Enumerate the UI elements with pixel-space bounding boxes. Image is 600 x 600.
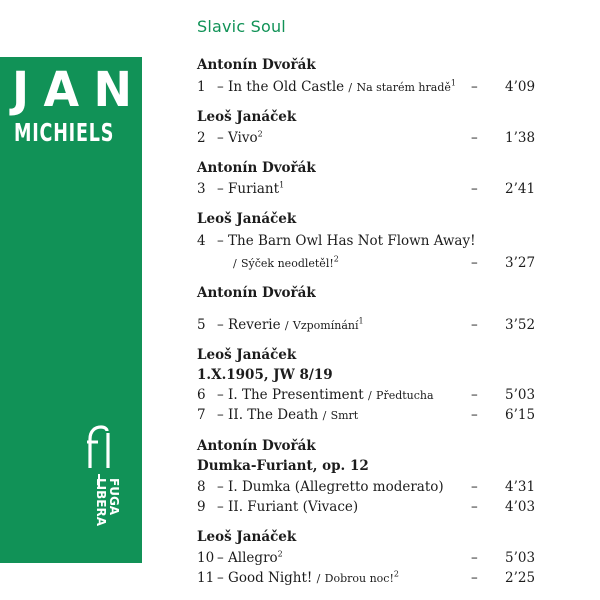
track-number: 3 [197, 181, 206, 197]
track-title-alt: Předtucha [376, 389, 434, 402]
composer-heading: Antonín Dvořák [197, 438, 316, 454]
album-title: Slavic Soul [197, 17, 286, 36]
track-duration: 4’31 [505, 479, 536, 495]
footnote-marker: 2 [257, 129, 263, 139]
track-title: – II. The Death / Smrt [217, 407, 359, 423]
track-dash: – [471, 499, 478, 515]
track-title-alt: Dobrou noc! [324, 572, 394, 585]
artist-letter: J [12, 60, 30, 118]
track-duration: 6’15 [505, 407, 536, 423]
composer-heading: Antonín Dvořák [197, 57, 316, 73]
track-title-en: Furiant [228, 181, 280, 197]
track-dash: – [471, 181, 478, 197]
track-duration: 2’41 [505, 181, 536, 197]
track-title-alt: Vzpomínání [292, 319, 359, 332]
composer-heading: Leoš Janáček [197, 347, 297, 363]
track-title-sep: / [233, 257, 237, 270]
track-number: 6 [197, 387, 206, 403]
label-name [94, 474, 124, 548]
footnote-marker: 1 [450, 78, 456, 88]
work-title: Dumka-Furiant, op. 12 [197, 458, 369, 474]
track-duration: 5’03 [505, 550, 536, 566]
composer-heading: Antonín Dvořák [197, 160, 316, 176]
track-duration: 3’52 [505, 317, 536, 333]
track-title: – In the Old Castle / Na starém hradě$^1$ [217, 78, 456, 95]
artist-letter: A [43, 60, 80, 118]
track-dash: – [471, 79, 478, 95]
track-title: – I. Dumka (Allegretto moderato) [217, 479, 444, 495]
label-name-line1: FUGA [107, 478, 121, 516]
track-title: – Vivo$^2$ [217, 129, 263, 146]
track-number: 11 [197, 570, 215, 586]
track-title-en: Reverie [228, 317, 281, 333]
track-duration: 1’38 [505, 130, 536, 146]
track-dash: – [471, 407, 478, 423]
track-title-alt: Smrt [330, 409, 359, 422]
track-title: – Furiant$^1$ [217, 180, 285, 197]
track-duration: 4’03 [505, 499, 536, 515]
track-dash: – [471, 479, 478, 495]
track-title-en: Allegro [228, 550, 278, 566]
track-number: 10 [197, 550, 215, 566]
composer-heading: Leoš Janáček [197, 109, 297, 125]
track-number: 4 [197, 233, 206, 249]
artist-first-name [12, 60, 132, 118]
track-dash: – [471, 255, 478, 271]
track-title: – II. Furiant (Vivace) [217, 499, 359, 515]
track-title-en: I. The Presentiment [228, 387, 364, 403]
track-number: 9 [197, 499, 206, 515]
track-title-en: The Barn Owl Has Not Flown Away! [228, 233, 476, 249]
composer-heading: Antonín Dvořák [197, 285, 316, 301]
footnote-marker: 2 [333, 254, 339, 264]
track-dash: – [471, 387, 478, 403]
footnote-marker: 1 [358, 316, 364, 326]
footnote-marker: 1 [279, 180, 285, 190]
track-duration: 4’09 [505, 79, 536, 95]
track-dash: – [471, 550, 478, 566]
track-title-sep: / [348, 81, 353, 94]
track-title-alt-line [233, 254, 339, 273]
track-number: 7 [197, 407, 206, 423]
artist-last-name: MICHIELS [14, 118, 115, 147]
track-title-en: Vivo [228, 130, 258, 146]
fuga-libera-logo-icon [86, 425, 116, 469]
track-title-sep: / [368, 389, 372, 402]
label-name-line2: LIBERA [94, 478, 108, 526]
track-title-en: I. Dumka (Allegretto moderato) [228, 479, 444, 495]
track-number: 8 [197, 479, 206, 495]
track-title-sep: / [316, 572, 321, 585]
track-number: 5 [197, 317, 206, 333]
track-number: 2 [197, 130, 206, 146]
track-title-sep: / [322, 409, 327, 422]
track-title: – The Barn Owl Has Not Flown Away! [217, 233, 476, 249]
composer-heading: Leoš Janáček [197, 529, 297, 545]
track-duration: 2’25 [505, 570, 536, 586]
track-dash: – [471, 570, 478, 586]
track-title: – Allegro$^2$ [217, 549, 283, 566]
track-dash: – [471, 130, 478, 146]
track-title: – I. The Presentiment / Předtucha [217, 387, 434, 403]
track-dash: – [471, 317, 478, 333]
work-title: 1.X.1905, JW 8/19 [197, 367, 333, 383]
track-title-en: Good Night! [228, 570, 313, 586]
composer-heading: Leoš Janáček [197, 211, 297, 227]
track-title-alt: Sýček neodletěl! [241, 257, 334, 270]
track-title-en: In the Old Castle [228, 79, 345, 95]
track-duration: 5’03 [505, 387, 536, 403]
footnote-marker: 2 [393, 569, 399, 579]
track-title-en: II. Furiant (Vivace) [228, 499, 359, 515]
track-title-en: II. The Death [228, 407, 319, 423]
track-title: – Good Night! / Dobrou noc!$^2$ [217, 569, 399, 586]
track-duration: 3’27 [505, 255, 536, 271]
track-title-alt: Na starém hradě [356, 81, 451, 94]
track-title-sep: / [284, 319, 289, 332]
track-number: 1 [197, 79, 206, 95]
artist-letter: N [93, 60, 132, 118]
footnote-marker: 2 [277, 549, 283, 559]
track-title: – Reverie / Vzpomínání$^1$ [217, 316, 364, 333]
